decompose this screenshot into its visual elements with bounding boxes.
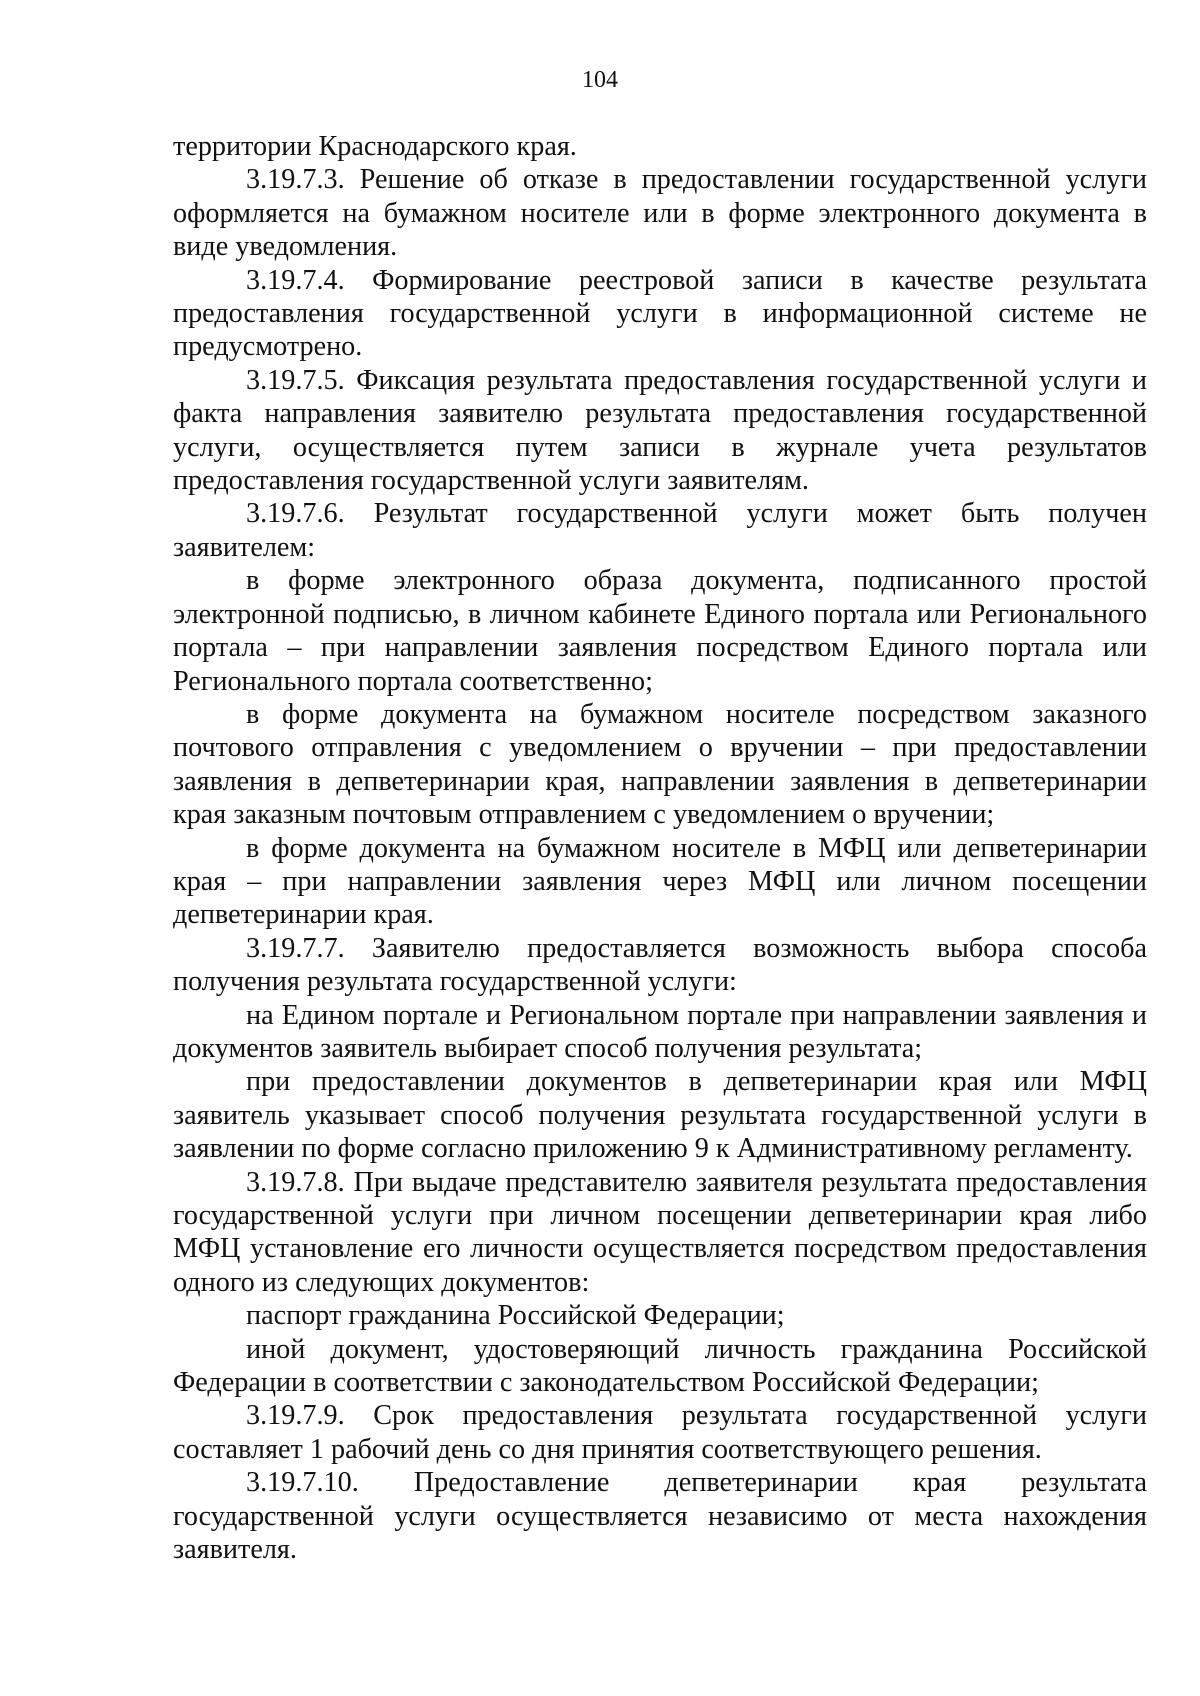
list-item-documents: при предоставлении документов в депветеринарии края или МФЦ заявитель указывает способ получения результата государственной услуги в заявлении по форме согласно приложению 9 к Административному регламенту.: [173, 1066, 1147, 1165]
list-item-other-id: иной документ, удостоверяющий личность гражданина Российской Федерации в соответствии с законодательством Российской Федерации;: [173, 1333, 1147, 1399]
document-body: [173, 130, 1147, 1566]
list-item-paper-mail: в форме документа на бумажном носителе посредством заказного почтового отправления с уведомлением о вручении – при предоставлении заявления в депветеринарии края, направлении заявления в депветеринарии края заказным почтовым отправлением с уведомлением о вручении;: [173, 698, 1147, 831]
paragraph-3-19-7-5: 3.19.7.5. Фиксация результата предоставления государственной услуги и факта направления заявителю результата предоставления государственной услуги, осуществляется путем записи в журнале учета результатов предоставления государственной услуги заявителям.: [173, 364, 1147, 497]
paragraph-3-19-7-6: 3.19.7.6. Результат государственной услуги может быть получен заявителем:: [173, 498, 1147, 563]
paragraph-3-19-7-7: 3.19.7.7. Заявителю предоставляется возможность выбора способа получения результата государственной услуги:: [173, 932, 1147, 998]
paragraph-3-19-7-8: 3.19.7.8. При выдаче представителю заявителя результата предоставления государственной услуги при личном посещении депветеринарии края либо МФЦ установление его личности осуществляется посредством предоставления одного из следующих документов:: [173, 1166, 1147, 1298]
page-number: 104: [582, 67, 618, 93]
list-item-portal: на Едином портале и Региональном портале при направлении заявления и документов заявитель выбирает способ получения результата;: [173, 999, 1147, 1064]
paragraph-3-19-7-4: 3.19.7.4. Формирование реестровой записи в качестве результата предоставления государственной услуги в информационной системе не предусмотрено.: [173, 264, 1147, 363]
list-item-paper-mfc: в форме документа на бумажном носителе в МФЦ или депветеринарии края – при направлении заявления через МФЦ или личном посещении депветеринарии края.: [173, 832, 1147, 931]
paragraph-3-19-7-10: 3.19.7.10. Предоставление депветеринарии края результата государственной услуги осуществляется независимо от места нахождения заявителя.: [173, 1467, 1147, 1566]
paragraph-3-19-7-9: 3.19.7.9. Срок предоставления результата государственной услуги составляет 1 рабочий день со дня принятия соответствующего решения.: [173, 1400, 1147, 1465]
list-item-passport: паспорт гражданина Российской Федерации;: [246, 1300, 785, 1332]
paragraph-3-19-7-3: 3.19.7.3. Решение об отказе в предоставлении государственной услуги оформляется на бумажном носителе или в форме электронного документа в виде уведомления.: [173, 164, 1147, 263]
paragraph-continuation: территории Краснодарского края.: [173, 131, 577, 162]
list-item-electronic-form: в форме электронного образа документа, подписанного простой электронной подписью, в личном кабинете Единого портала или Регионального портала – при направлении заявления посредством Единого портала или Регионального портала соответственно;: [173, 565, 1147, 697]
